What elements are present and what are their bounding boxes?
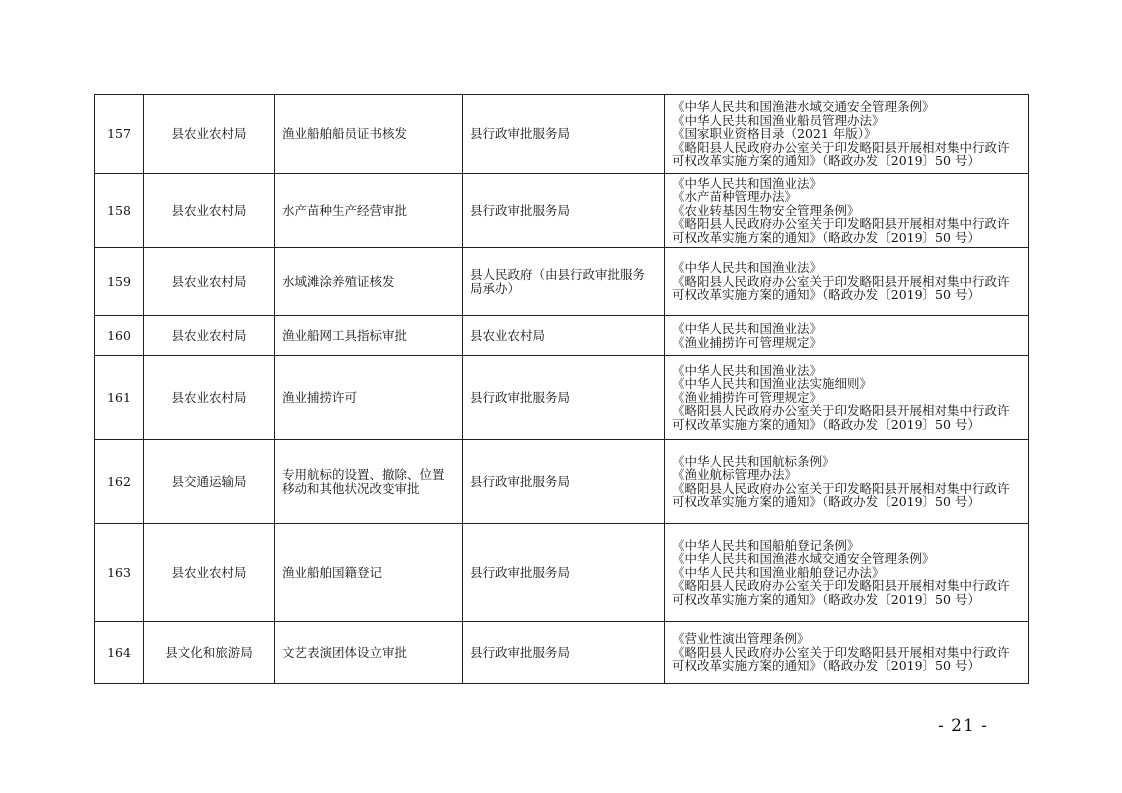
- legal-basis-cell: [665, 174, 1029, 248]
- legal-basis-line: 《营业性演出管理条例》: [672, 631, 810, 647]
- legal-basis-line: 《略阳县人民政府办公室关于印发略阳县开展相对集中行政许可权改革实施方案的通知》（略政办发〔2019〕50 号）: [672, 644, 1010, 674]
- implementing-org-cell: 县人民政府（由县行政审批服务局承办）: [463, 248, 665, 316]
- legal-basis-line: 《中华人民共和国渔业法实施细则》: [672, 376, 873, 392]
- implementing-org-cell: 县行政审批服务局: [463, 440, 665, 524]
- legal-basis-cell: [665, 356, 1029, 440]
- table-row: [95, 440, 1029, 524]
- implementing-org-cell: 县行政审批服务局: [463, 356, 665, 440]
- legal-basis-line: 《中华人民共和国渔业法》: [672, 175, 823, 191]
- legal-basis-line: 《中华人民共和国渔业法》: [672, 321, 823, 336]
- legal-basis-line: 《中华人民共和国航标条例》: [672, 453, 835, 469]
- table-body: [95, 95, 1029, 684]
- legal-basis-line: 《略阳县人民政府办公室关于印发略阳县开展相对集中行政许可权改革实施方案的通知》（略政办发〔2019〕50 号）: [672, 216, 1010, 245]
- legal-basis-line: 《中华人民共和国渔港水域交通安全管理条例》: [672, 551, 935, 567]
- legal-basis-cell: [665, 316, 1029, 356]
- legal-basis-line: 《中华人民共和国渔业船舶登记办法》: [672, 564, 885, 580]
- approval-items-table: [94, 94, 1029, 684]
- row-number: 161: [95, 356, 144, 440]
- table-row: [95, 622, 1029, 684]
- department-cell: 县交通运输局: [144, 440, 275, 524]
- department-cell: 县文化和旅游局: [144, 622, 275, 684]
- row-number: 160: [95, 316, 144, 356]
- implementing-org-cell: 县行政审批服务局: [463, 622, 665, 684]
- page-number: - 21 -: [938, 716, 988, 736]
- implementing-org-cell: 县行政审批服务局: [463, 524, 665, 622]
- legal-basis-line: 《中华人民共和国船舶登记条例》: [672, 537, 860, 553]
- department-cell: 县农业农村局: [144, 316, 275, 356]
- row-number: 163: [95, 524, 144, 622]
- legal-basis-line: 《中华人民共和国渔业法》: [672, 362, 823, 378]
- implementing-org-cell: 县农业农村局: [463, 316, 665, 356]
- legal-basis-line: 《略阳县人民政府办公室关于印发略阳县开展相对集中行政许可权改革实施方案的通知》（略政办发〔2019〕50 号）: [672, 139, 1010, 169]
- approval-item-cell: 渔业船网工具指标审批: [275, 316, 463, 356]
- approval-item-cell: 渔业船舶船员证书核发: [275, 95, 463, 174]
- legal-basis-line: 《水产苗种管理办法》: [672, 189, 798, 205]
- table-row: [95, 524, 1029, 622]
- legal-basis-line: 《中华人民共和国渔业船员管理办法》: [672, 112, 885, 128]
- table-row: [95, 95, 1029, 174]
- row-number: 162: [95, 440, 144, 524]
- department-cell: 县农业农村局: [144, 95, 275, 174]
- table-row: [95, 356, 1029, 440]
- table-row: [95, 248, 1029, 316]
- legal-basis-cell: [665, 95, 1029, 174]
- legal-basis-line: 《略阳县人民政府办公室关于印发略阳县开展相对集中行政许可权改革实施方案的通知》（略政办发〔2019〕50 号）: [672, 480, 1010, 509]
- legal-basis-line: 《中华人民共和国渔业法》: [672, 260, 823, 276]
- legal-basis-cell: [665, 248, 1029, 316]
- approval-item-cell: 水域滩涂养殖证核发: [275, 248, 463, 316]
- legal-basis-cell: [665, 622, 1029, 684]
- legal-basis-line: 《渔业航标管理办法》: [672, 467, 798, 482]
- legal-basis-line: 《农业转基因生物安全管理条例》: [672, 202, 860, 218]
- legal-basis-line: 《略阳县人民政府办公室关于印发略阳县开展相对集中行政许可权改革实施方案的通知》（略政办发〔2019〕50 号）: [672, 403, 1010, 432]
- approval-item-cell: 水产苗种生产经营审批: [275, 174, 463, 248]
- department-cell: 县农业农村局: [144, 248, 275, 316]
- row-number: 164: [95, 622, 144, 684]
- approval-item-cell: 文艺表演团体设立审批: [275, 622, 463, 684]
- approval-item-cell: 渔业捕捞许可: [275, 356, 463, 440]
- legal-basis-line: 《渔业捕捞许可管理规定》: [672, 389, 823, 405]
- implementing-org-cell: 县行政审批服务局: [463, 95, 665, 174]
- legal-basis-cell: [665, 524, 1029, 622]
- table-row: [95, 174, 1029, 248]
- approval-item-cell: 渔业船舶国籍登记: [275, 524, 463, 622]
- legal-basis-line: 《略阳县人民政府办公室关于印发略阳县开展相对集中行政许可权改革实施方案的通知》（略政办发〔2019〕50 号）: [672, 273, 1010, 303]
- legal-basis-line: 《略阳县人民政府办公室关于印发略阳县开展相对集中行政许可权改革实施方案的通知》（略政办发〔2019〕50 号）: [672, 578, 1010, 607]
- department-cell: 县农业农村局: [144, 524, 275, 622]
- legal-basis-line: 《中华人民共和国渔港水域交通安全管理条例》: [672, 99, 935, 115]
- approval-item-cell: 专用航标的设置、撤除、位置移动和其他状况改变审批: [275, 440, 463, 524]
- implementing-org-cell: 县行政审批服务局: [463, 174, 665, 248]
- legal-basis-line: 《国家职业资格目录（2021 年版）》: [672, 126, 877, 142]
- department-cell: 县农业农村局: [144, 356, 275, 440]
- legal-basis-line: 《渔业捕捞许可管理规定》: [672, 334, 823, 350]
- row-number: 158: [95, 174, 144, 248]
- row-number: 157: [95, 95, 144, 174]
- legal-basis-cell: [665, 440, 1029, 524]
- table-row: [95, 316, 1029, 356]
- row-number: 159: [95, 248, 144, 316]
- department-cell: 县农业农村局: [144, 174, 275, 248]
